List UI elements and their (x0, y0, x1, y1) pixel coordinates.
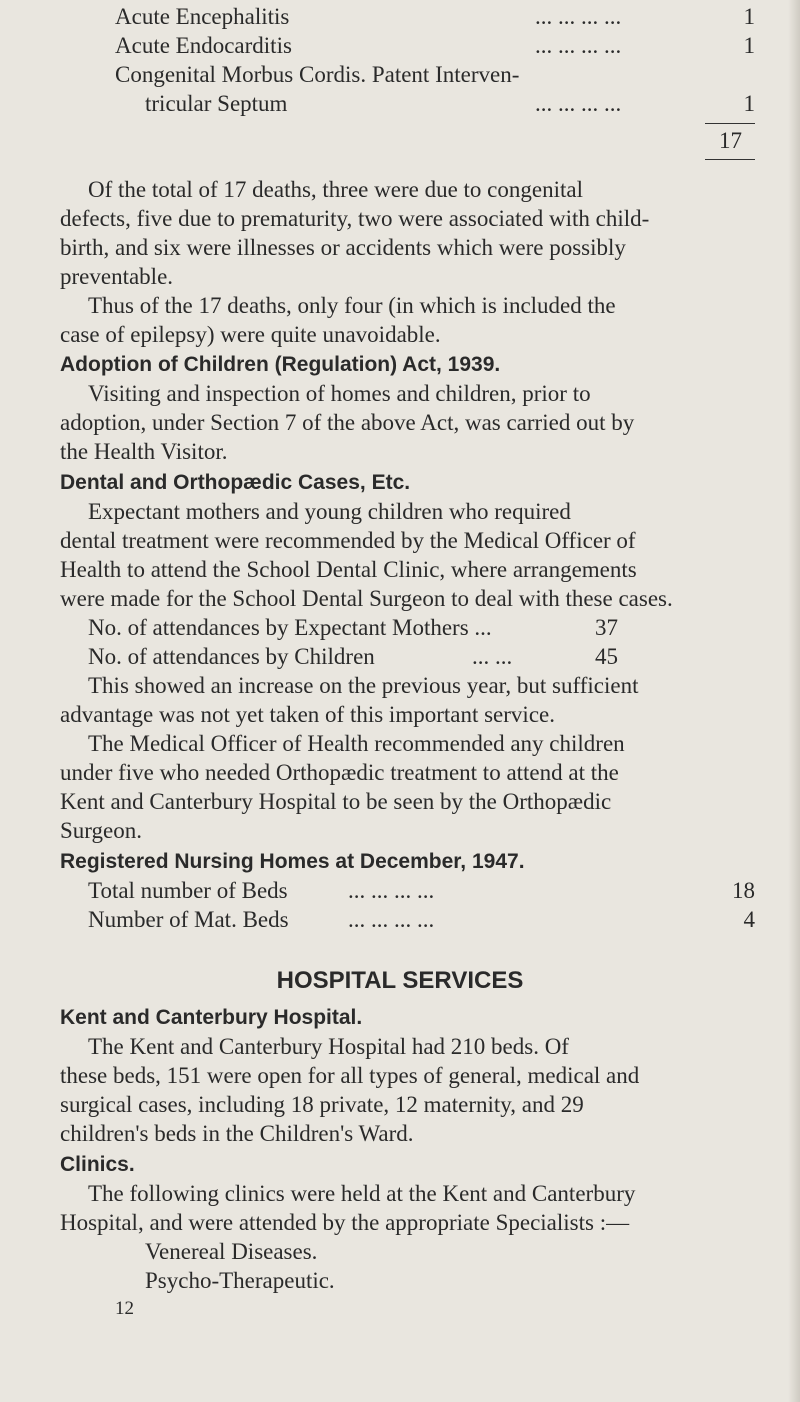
page-number: 12 (115, 1298, 134, 1319)
dental-line: dental treatment were recommended by the Medical Officer of (60, 528, 636, 553)
dental-line: Health to attend the School Dental Clinic, where arrangements (60, 557, 637, 582)
clinic-item: Psycho-Therapeutic. (145, 1268, 335, 1293)
hospital-line: children's beds in the Children's Ward. (60, 1121, 414, 1146)
adoption-line: the Health Visitor. (60, 439, 228, 464)
cause-label: tricular Septum (145, 91, 288, 116)
dental-line: This showed an increase on the previous year, but sufficient (88, 673, 639, 698)
page-edge-shadow (788, 0, 800, 1402)
hospital-line: The Kent and Canterbury Hospital had 210 beds. Of (88, 1034, 569, 1059)
stat-value: 37 (595, 615, 618, 640)
summary-line: defects, five due to prematurity, two were associated with child- (60, 206, 650, 231)
clinic-item: Venereal Diseases. (145, 1239, 318, 1264)
stat-row (88, 613, 618, 642)
cause-row (115, 60, 755, 89)
stat-value: 45 (595, 644, 618, 669)
summary-line: preventable. (60, 264, 174, 289)
nursing-heading: Registered Nursing Homes at December, 1947. (60, 850, 525, 873)
summary-line: case of epilepsy) were quite unavoidable. (60, 322, 441, 347)
leader-dots: ... ... (472, 644, 513, 669)
adoption-heading: Adoption of Children (Regulation) Act, 1939. (60, 353, 501, 376)
dental-heading: Dental and Orthopædic Cases, Etc. (60, 471, 411, 494)
leader-dots: ... ... ... ... (348, 907, 435, 932)
leader-dots: ... ... ... ... (348, 878, 435, 903)
stat-value: 4 (743, 907, 755, 932)
hospital-line: these beds, 151 were open for all types of general, medical and (60, 1063, 640, 1088)
cause-row (115, 31, 755, 60)
cause-label: Acute Endocarditis (115, 33, 292, 58)
total-rule-bottom (705, 159, 755, 160)
cause-count: 1 (743, 33, 755, 58)
stat-row (88, 905, 755, 934)
adoption-line: adoption, under Section 7 of the above Act, was carried out by (60, 410, 635, 435)
dental-line: Expectant mothers and young children who required (88, 499, 571, 524)
hospital-line: surgical cases, including 18 private, 12 maternity, and 29 (60, 1092, 584, 1117)
stat-row (88, 642, 618, 671)
adoption-line: Visiting and inspection of homes and children, prior to (88, 381, 591, 406)
clinics-line: Hospital, and were attended by the appropriate Specialists :— (60, 1210, 630, 1235)
cause-count: 1 (743, 91, 755, 116)
cause-total-row (115, 126, 755, 155)
summary-line: birth, and six were illnesses or accidents which were possibly (60, 235, 626, 260)
kent-canterbury-heading: Kent and Canterbury Hospital. (60, 1006, 363, 1029)
stat-row (88, 876, 755, 905)
stat-label: No. of attendances by Children (88, 644, 375, 669)
dental-line: Kent and Canterbury Hospital to be seen by the Orthopædic (60, 789, 612, 814)
dental-line: were made for the School Dental Surgeon to deal with these cases. (60, 586, 673, 611)
cause-row (115, 2, 755, 31)
cause-label: Congenital Morbus Cordis. Patent Interven- (115, 62, 520, 87)
cause-row (145, 89, 755, 118)
leader-dots: ... ... ... ... (535, 91, 622, 116)
clinics-line: The following clinics were held at the Kent and Canterbury (88, 1181, 636, 1206)
clinics-heading: Clinics. (60, 1153, 135, 1176)
stat-label: No. of attendances by Expectant Mothers ... (88, 615, 492, 640)
stat-value: 18 (732, 878, 755, 903)
dental-line: Surgeon. (60, 818, 142, 843)
hospital-services-title: HOSPITAL SERVICES (276, 967, 524, 994)
cause-label: Acute Encephalitis (115, 4, 290, 29)
total-rule-top (705, 123, 755, 124)
stat-label: Total number of Beds (88, 878, 288, 903)
dental-line: The Medical Officer of Health recommended any children (88, 731, 625, 756)
cause-count: 1 (743, 4, 755, 29)
cause-total: 17 (719, 128, 742, 153)
stat-label: Number of Mat. Beds (88, 907, 289, 932)
summary-line: Thus of the 17 deaths, only four (in which is included the (88, 293, 616, 318)
dental-line: under five who needed Orthopædic treatment to attend at the (60, 760, 619, 785)
summary-line: Of the total of 17 deaths, three were due to congenital (88, 177, 583, 202)
leader-dots: ... ... ... ... (535, 33, 622, 58)
dental-line: advantage was not yet taken of this important service. (60, 702, 555, 727)
leader-dots: ... ... ... ... (535, 4, 622, 29)
